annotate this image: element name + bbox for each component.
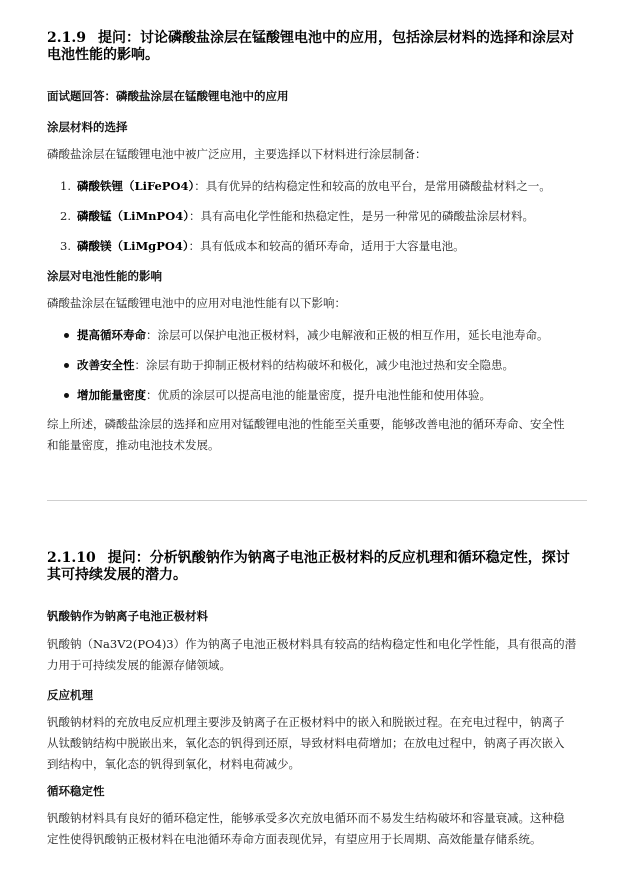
material-desc: ：具有优异的结构稳定性和较高的放电平台，是常用磷酸盐材料之一。 xyxy=(194,179,551,193)
list-item xyxy=(47,239,465,254)
text-line: 定性使得钒酸钠正极材料在电池循环寿命方面表现优异，有望应用于长周期、高效能量存储系统。 xyxy=(47,832,542,846)
material-name: 磷酸铁锂（LiFePO4） xyxy=(77,179,195,193)
text-line: 钒酸钠（Na3V2(PO4)3）作为钠离子电池正极材料具有较高的结构稳定性和电化学性能，具有很高的潜 xyxy=(47,637,577,651)
section-number: 2.1.10 xyxy=(47,550,96,566)
text-line: 钒酸钠材料具有良好的循环稳定性，能够承受多次充放电循环而不易发生结构破坏和容量衰减。这种稳 xyxy=(47,811,565,825)
subsection-heading: 反应机理 xyxy=(47,688,93,702)
bullet-icon xyxy=(64,333,69,338)
section-2-1-10-title xyxy=(47,550,570,584)
materials-intro: 磷酸盐涂层在锰酸锂电池中被广泛应用，主要选择以下材料进行涂层制备： xyxy=(47,147,427,161)
text-line: 钒酸钠材料的充放电反应机理主要涉及钠离子在正极材料中的嵌入和脱嵌过程。在充电过程中，钠离子 xyxy=(47,715,565,729)
material-desc: ：具有高电化学性能和热稳定性，是另一种常见的磷酸盐涂层材料。 xyxy=(188,209,534,223)
impact-name: 增加能量密度 xyxy=(77,388,146,402)
conclusion-paragraph xyxy=(47,414,565,456)
text-line: 到结构中，氧化态的钒得到氧化，材料电荷减少。 xyxy=(47,757,300,771)
title-line: 电池性能的影响。 xyxy=(47,47,159,63)
title-line: 提问：讨论磷酸盐涂层在锰酸锂电池中的应用，包括涂层材料的选择和涂层对 xyxy=(97,30,574,46)
paragraph xyxy=(47,712,565,775)
section-number: 2.1.9 xyxy=(47,30,86,46)
materials-heading: 涂层材料的选择 xyxy=(47,120,128,134)
text-line: 和能量密度，推动电池技术发展。 xyxy=(47,438,220,452)
paragraph xyxy=(47,808,565,850)
bullet-icon xyxy=(64,393,69,398)
title-line: 其可持续发展的潜力。 xyxy=(47,567,187,583)
list-number: 1. xyxy=(60,179,71,193)
paragraph xyxy=(47,634,576,676)
list-item xyxy=(47,388,491,403)
subsection-heading: 循环稳定性 xyxy=(47,784,105,798)
text-line: 从钛酸钠结构中脱嵌出来，氧化态的钒得到还原，导致材料电荷增加；在放电过程中，钠离子再次嵌入 xyxy=(47,736,565,750)
list-item xyxy=(47,328,549,343)
answer-heading: 面试题回答：磷酸盐涂层在锰酸锂电池中的应用 xyxy=(47,89,289,103)
impact-desc: ：涂层有助于抑制正极材料的结构破坏和极化，减少电池过热和安全隐患。 xyxy=(134,358,514,372)
impact-desc: ：优质的涂层可以提高电池的能量密度，提升电池性能和使用体验。 xyxy=(146,388,491,402)
list-number: 2. xyxy=(60,209,71,223)
impact-name: 提高循环寿命 xyxy=(77,328,146,342)
bullet-icon xyxy=(64,363,69,368)
title-line: 提问：分析钒酸钠作为钠离子电池正极材料的反应机理和循环稳定性，探讨 xyxy=(107,550,570,566)
list-item xyxy=(47,358,514,373)
impact-name: 改善安全性 xyxy=(77,358,135,372)
list-item xyxy=(47,179,551,194)
impact-desc: ：涂层可以保护电池正极材料，减少电解液和正极的相互作用，延长电池寿命。 xyxy=(146,328,549,342)
section-2-1-9-title xyxy=(47,30,574,64)
impact-heading: 涂层对电池性能的影响 xyxy=(47,269,162,283)
list-number: 3. xyxy=(60,239,71,253)
text-line: 综上所述，磷酸盐涂层的选择和应用对锰酸锂电池的性能至关重要，能够改善电池的循环寿命、安全性 xyxy=(47,417,565,431)
material-name: 磷酸锰（LiMnPO4） xyxy=(77,209,189,223)
impact-intro: 磷酸盐涂层在锰酸锂电池中的应用对电池性能有以下影响： xyxy=(47,296,346,310)
section-divider xyxy=(47,500,587,501)
list-item xyxy=(47,209,534,224)
subsection-heading: 钒酸钠作为钠离子电池正极材料 xyxy=(47,609,208,623)
material-name: 磷酸镁（LiMgPO4） xyxy=(77,239,189,253)
material-desc: ：具有低成本和较高的循环寿命，适用于大容量电池。 xyxy=(188,239,465,253)
text-line: 力用于可持续发展的能源存储领域。 xyxy=(47,658,231,672)
